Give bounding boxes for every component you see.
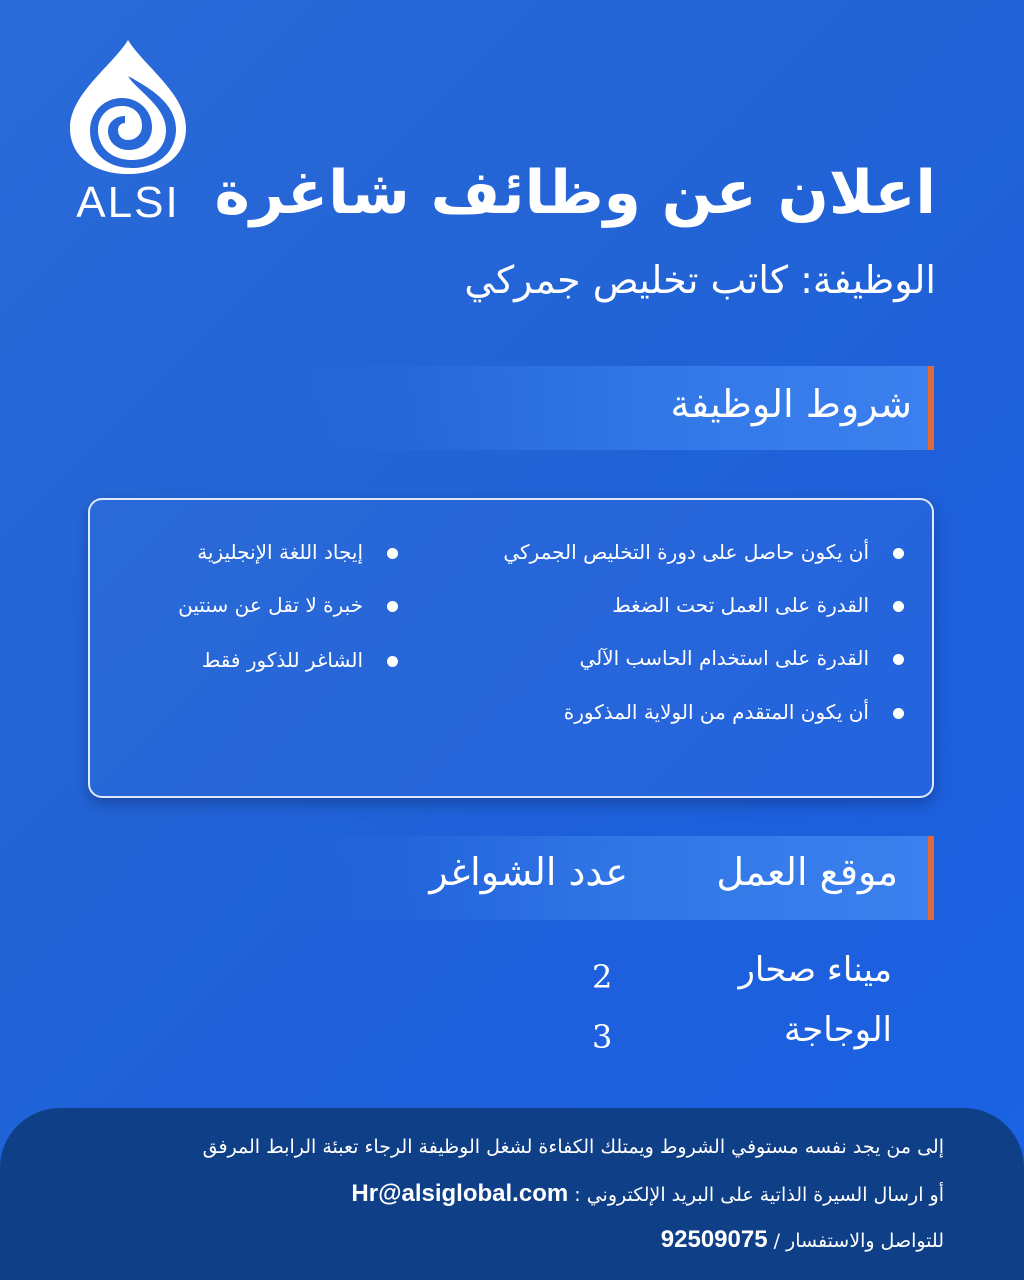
requirements-box — [88, 498, 934, 798]
requirements-heading: شروط الوظيفة — [670, 382, 912, 426]
list-item: خبرة لا تقل عن سنتين — [178, 593, 398, 617]
location-name: ميناء صحار — [738, 950, 892, 990]
footer-instructions: إلى من يجد نفسه مستوفي الشروط ويمتلك الكفاءة لشغل الوظيفة الرجاء تعبئة الرابط المرفق — [202, 1136, 944, 1158]
alsi-logo — [62, 36, 194, 226]
logo-text: ALSI — [76, 178, 180, 227]
footer-phone-line — [661, 1226, 944, 1254]
list-item: أن يكون المتقدم من الولاية المذكورة — [564, 700, 904, 724]
page-title: اعلان عن وظائف شاغرة — [214, 158, 936, 228]
bullet-icon — [893, 654, 904, 665]
email-label: أو ارسال السيرة الذاتية على البريد الإلكتروني : — [574, 1184, 944, 1206]
vacancy-count: 2 — [592, 958, 613, 996]
list-item: القدرة على العمل تحت الضغط — [612, 593, 904, 617]
location-heading: موقع العمل — [716, 850, 898, 894]
footer-panel — [0, 1108, 1024, 1280]
footer-email-line — [351, 1180, 944, 1208]
list-item: إيجاد اللغة الإنجليزية — [197, 540, 398, 564]
bullet-icon — [893, 548, 904, 559]
water-drop-swirl-icon — [62, 36, 194, 176]
vacancies-heading: عدد الشواغر — [429, 850, 628, 894]
phone-label: للتواصل والاستفسار / — [773, 1230, 944, 1252]
location-name: الوجاجة — [784, 1010, 892, 1050]
email-link[interactable]: Hr@alsiglobal.com — [351, 1180, 569, 1207]
bullet-icon — [387, 601, 398, 612]
locations-heading-bar — [288, 836, 934, 920]
list-item: القدرة على استخدام الحاسب الآلي — [579, 646, 904, 670]
list-item: الشاغر للذكور فقط — [202, 648, 398, 672]
list-item: أن يكون حاصل على دورة التخليص الجمركي — [503, 540, 904, 564]
job-title: الوظيفة: كاتب تخليص جمركي — [464, 258, 936, 302]
bullet-icon — [387, 548, 398, 559]
requirements-heading-bar — [288, 366, 934, 450]
bullet-icon — [893, 601, 904, 612]
vacancy-count: 3 — [592, 1018, 613, 1056]
phone-number[interactable]: 92509075 — [660, 1226, 768, 1253]
bullet-icon — [387, 656, 398, 667]
bullet-icon — [893, 708, 904, 719]
